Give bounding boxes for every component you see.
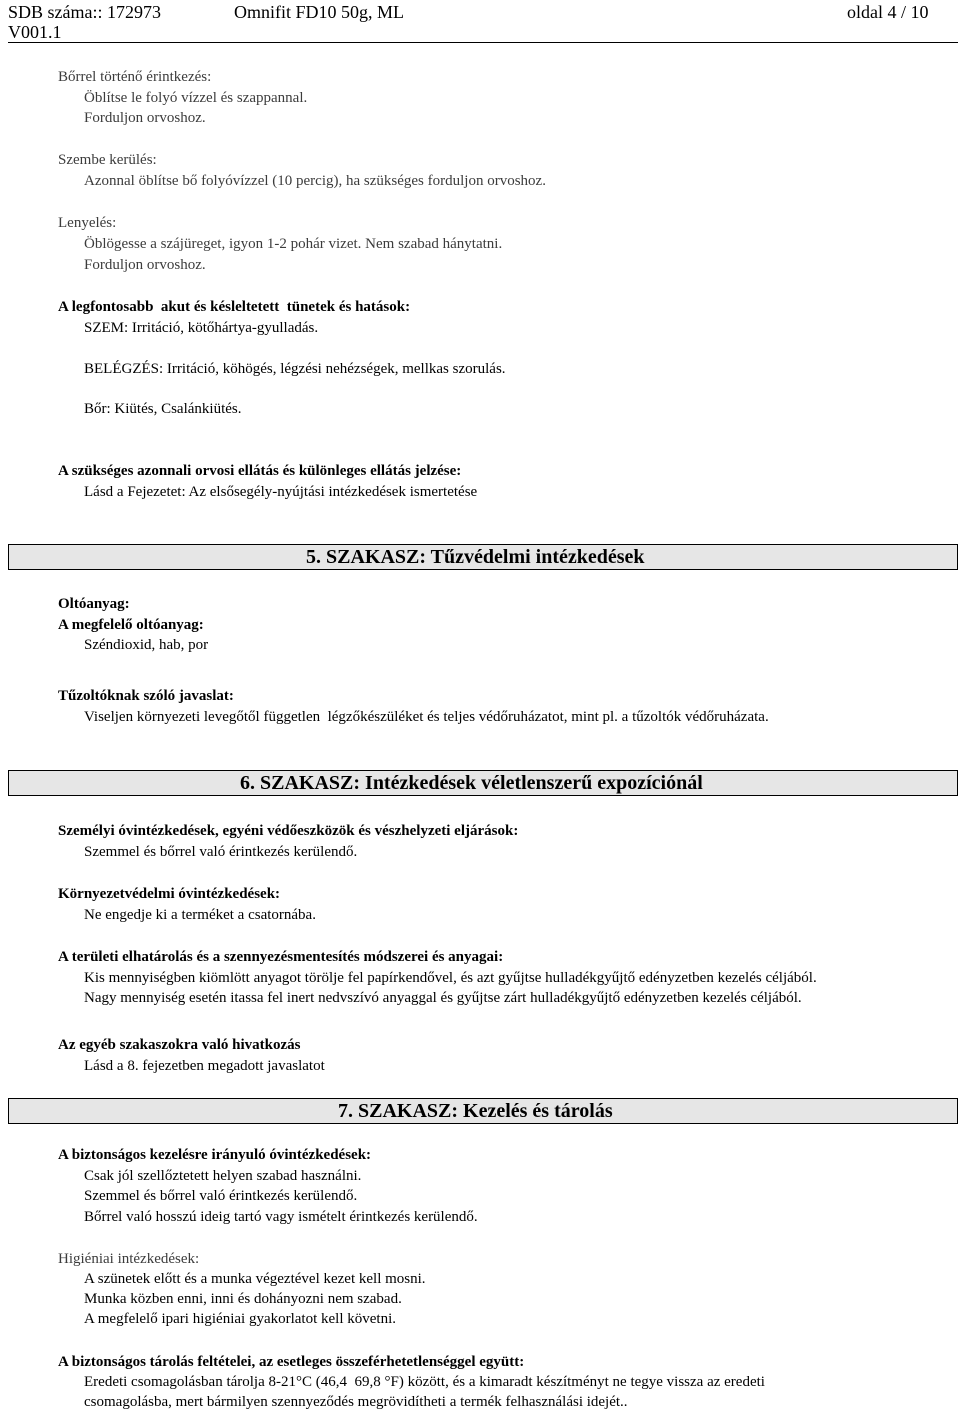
suitable-media-title: A megfelelő oltóanyag:	[58, 617, 204, 633]
personal-precautions-title: Személyi óvintézkedések, egyéni védőeszközök és vészhelyzeti eljárások:	[58, 823, 519, 839]
safe-handling-line-1: Csak jól szellőztetett helyen szabad használni.	[84, 1168, 362, 1184]
symptoms-skin: Bőr: Kiütés, Csalánkiütés.	[84, 401, 242, 417]
environmental-precautions-title: Környezetvédelmi óvintézkedések:	[58, 886, 281, 902]
other-sections-reference-title: Az egyéb szakaszokra való hivatkozás	[58, 1037, 301, 1053]
skin-contact-line-1: Öblítse le folyó vízzel és szappannal.	[84, 90, 308, 106]
hygiene-measures-line-1: A szünetek előtt és a munka végeztével kezet kell mosni.	[84, 1271, 426, 1287]
safe-handling-line-3: Bőrrel való hosszú ideig tartó vagy ismételt érintkezés kerülendő.	[84, 1209, 478, 1225]
eye-contact-title: Szembe kerülés:	[58, 152, 157, 168]
symptoms-inhalation: BELÉGZÉS: Irritáció, köhögés, légzési nehézségek, mellkas szorulás.	[84, 361, 506, 377]
page-number: oldal 4 / 10	[847, 2, 929, 22]
safe-storage-line-2: csomagolásba, mert bármilyen szennyeződés megrövidítheti a termék felhasználási idejét..	[84, 1394, 628, 1410]
medical-attention-title: A szükséges azonnali orvosi ellátás és különleges ellátás jelzése:	[58, 463, 462, 479]
hygiene-measures-line-2: Munka közben enni, inni és dohányozni nem szabad.	[84, 1291, 402, 1307]
hygiene-measures-title: Higiéniai intézkedések:	[58, 1251, 200, 1267]
product-name: Omnifit FD10 50g, ML	[234, 2, 405, 22]
eye-contact-line-1: Azonnal öblítse bő folyóvízzel (10 percig), ha szükséges forduljon orvoshoz.	[84, 173, 546, 189]
containment-cleanup-line-1: Kis mennyiségben kiömlött anyagot törölje fel papírkendővel, és azt gyűjtse hulladékgyűjtő edényzetben kezelés céljából.	[84, 970, 817, 986]
symptoms-title: A legfontosabb akut és késleltetett tünetek és hatások:	[58, 299, 411, 315]
hygiene-measures-line-3: A megfelelő ipari higiéniai gyakorlatot kell követni.	[84, 1311, 396, 1327]
personal-precautions-line-1: Szemmel és bőrrel való érintkezés kerülendő.	[84, 844, 358, 860]
firefighters-advice-line-1: Viseljen környezeti levegőtől független légzőkészüléket és teljes védőruházatot, mint pl. a tűzoltók védőruházata.	[84, 709, 769, 725]
section-7-title: 7. SZAKASZ: Kezelés és tárolás	[338, 1100, 613, 1122]
environmental-precautions-line-1: Ne engedje ki a terméket a csatornába.	[84, 907, 316, 923]
version: V001.1	[8, 22, 62, 42]
medical-attention-line-1: Lásd a Fejezetet: Az elsősegély-nyújtási intézkedések ismertetése	[84, 484, 478, 500]
containment-cleanup-line-2: Nagy mennyiség esetén itassa fel inert nedvszívó anyaggal és gyűjtse zárt hulladékgyűjtő edényzetben kezelés céljából.	[84, 990, 802, 1006]
safe-handling-title: A biztonságos kezelésre irányuló óvintézkedések:	[58, 1147, 372, 1163]
ingestion-title: Lenyelés:	[58, 215, 117, 231]
ingestion-line-2: Forduljon orvoshoz.	[84, 257, 206, 273]
section-5-title: 5. SZAKASZ: Tűzvédelmi intézkedések	[306, 546, 645, 568]
safe-storage-line-1: Eredeti csomagolásban tárolja 8-21°C (46,4 69,8 °F) között, és a kimaradt készítményt ne tegye vissza az eredeti	[84, 1374, 765, 1390]
skin-contact-line-2: Forduljon orvoshoz.	[84, 110, 206, 126]
suitable-media-line-1: Széndioxid, hab, por	[84, 637, 209, 653]
extinguishing-media-title: Oltóanyag:	[58, 596, 130, 612]
safe-storage-title: A biztonságos tárolás feltételei, az esetleges összeférhetetlenséggel együtt:	[58, 1354, 525, 1370]
firefighters-advice-title: Tűzoltóknak szóló javaslat:	[58, 688, 234, 704]
skin-contact-title: Bőrrel történő érintkezés:	[58, 69, 212, 85]
ingestion-line-1: Öblögesse a szájüreget, igyon 1-2 pohár vizet. Nem szabad hánytatni.	[84, 236, 503, 252]
safe-handling-line-2: Szemmel és bőrrel való érintkezés kerülendő.	[84, 1188, 358, 1204]
section-6-title: 6. SZAKASZ: Intézkedések véletlenszerű expozíciónál	[240, 772, 703, 794]
other-sections-reference-line-1: Lásd a 8. fejezetben megadott javaslatot	[84, 1058, 325, 1074]
header-divider	[8, 42, 958, 43]
containment-cleanup-title: A területi elhatárolás és a szennyezésmentesítés módszerei és anyagai:	[58, 949, 504, 965]
sdb-number: SDB száma:: 172973	[8, 2, 161, 22]
symptoms-eye: SZEM: Irritáció, kötőhártya-gyulladás.	[84, 320, 319, 336]
